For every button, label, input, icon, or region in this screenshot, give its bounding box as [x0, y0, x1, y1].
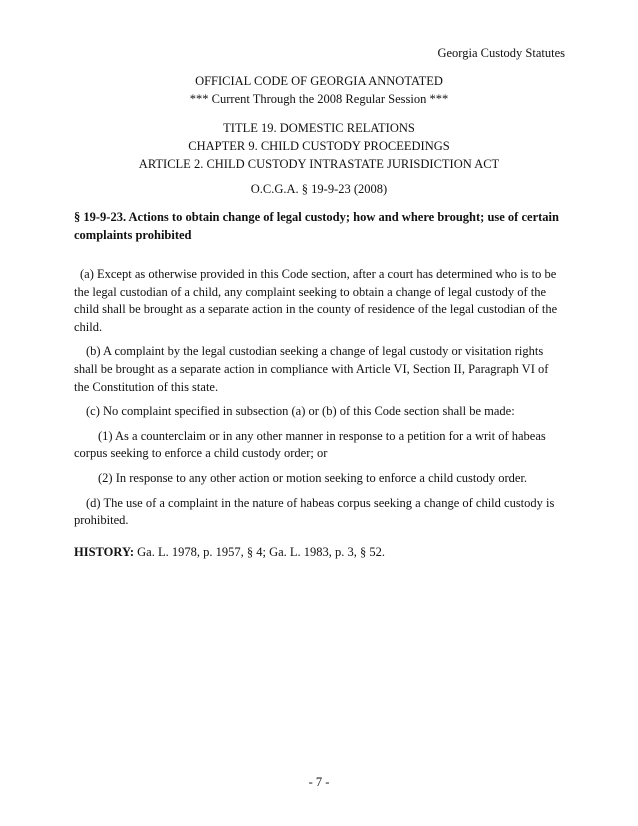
page-number: - 7 -	[308, 775, 330, 789]
currency-note: *** Current Through the 2008 Regular Session ***	[189, 92, 449, 106]
section-title: § 19-9-23. Actions to obtain change of legal custody; how and where brought; use of certain complaints prohibited	[74, 210, 559, 242]
paragraph-c: (c) No complaint specified in subsection (a) or (b) of this Code section shall be made:	[86, 404, 515, 419]
history-note	[74, 544, 566, 562]
running-header: Georgia Custody Statutes	[437, 46, 565, 60]
code-name: OFFICIAL CODE OF GEORGIA ANNOTATED	[195, 74, 443, 88]
hierarchy-heading	[0, 119, 638, 173]
paragraph-a: (a) Except as otherwise provided in this Code section, after a court has determined who is to be the legal custodian of a child, any complaint seeking to obtain a change of legal custody of the child shall be brought as a separate action in the county of residence of the legal custodian of the child.	[74, 267, 558, 334]
title-heading: TITLE 19. DOMESTIC RELATIONS	[223, 121, 415, 135]
history-label: HISTORY:	[74, 544, 135, 559]
chapter-heading: CHAPTER 9. CHILD CUSTODY PROCEEDINGS	[188, 139, 450, 153]
code-heading	[0, 72, 638, 108]
article-heading: ARTICLE 2. CHILD CUSTODY INTRASTATE JURISDICTION ACT	[138, 157, 500, 171]
history-text: Ga. L. 1978, p. 1957, § 4; Ga. L. 1983, p. 3, § 52.	[134, 544, 386, 559]
section-body	[74, 266, 566, 568]
citation: O.C.G.A. § 19-9-23 (2008)	[250, 182, 388, 196]
paragraph-c1: (1) As a counterclaim or in any other manner in response to a petition for a writ of habeas corpus seeking to enforce a child custody order; or	[74, 428, 546, 461]
paragraph-d: (d) The use of a complaint in the nature of habeas corpus seeking a change of child custody is prohibited.	[74, 495, 555, 528]
paragraph-c2: (2) In response to any other action or motion seeking to enforce a child custody order.	[98, 470, 528, 485]
paragraph-b: (b) A complaint by the legal custodian seeking a change of legal custody or visitation rights shall be brought as a separate action in compliance with Article VI, Section II, Paragraph VI of the Constitution of this state.	[74, 344, 549, 394]
